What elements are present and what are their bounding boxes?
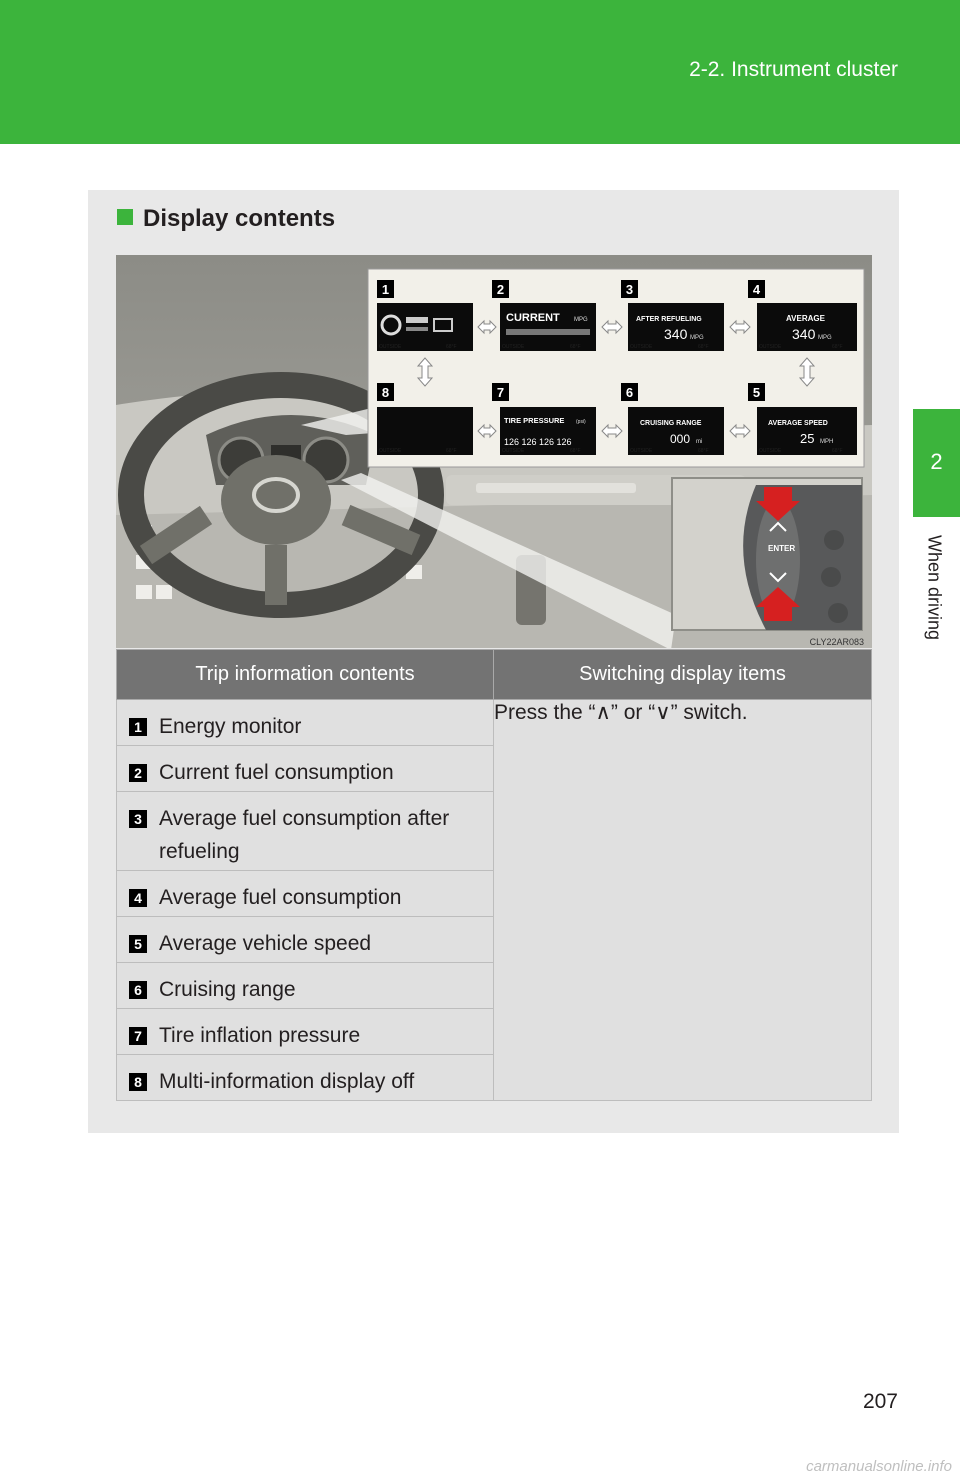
outside-label-6: OUTSIDE [630, 448, 653, 454]
outside-label-5: OUTSIDE [759, 448, 782, 454]
screen-3-title: AFTER REFUELING [636, 316, 702, 323]
header-trip-info: Trip information contents [117, 650, 494, 700]
screen-6-value: 000 [670, 432, 691, 446]
screen-6-unit: mi [696, 439, 703, 445]
heading-square-icon [117, 209, 133, 225]
header-switching: Switching display items [494, 650, 872, 700]
outside-temp-7: 68°F [570, 448, 581, 454]
item-label: Cruising range [159, 978, 296, 1001]
item-number: 3 [129, 810, 147, 828]
item-label: Average vehicle speed [159, 932, 372, 955]
item-cell [117, 792, 494, 871]
outside-temp-1: 68°F [446, 344, 457, 350]
item-number: 8 [129, 1073, 147, 1091]
screen-3-unit: MPG [690, 335, 704, 341]
chapter-tab [913, 409, 960, 517]
screen-7-title: TIRE PRESSURE [504, 416, 565, 425]
item-number: 6 [129, 981, 147, 999]
screen-2-unit: MPG [574, 317, 588, 323]
chapter-title: When driving [924, 535, 945, 641]
screen-5-value: 25 [800, 431, 815, 446]
callout-4-num: 4 [752, 282, 761, 297]
outside-temp-8: 68°F [446, 448, 457, 454]
enter-switch-label: ENTER [768, 544, 796, 553]
item-cell [117, 917, 494, 963]
section-title: 2-2. Instrument cluster [689, 58, 898, 81]
callout-6-num: 6 [625, 385, 634, 400]
outside-label-7: OUTSIDE [502, 448, 525, 454]
screen-5-unit: MPH [820, 439, 834, 445]
screen-4-unit: MPG [818, 335, 832, 341]
page-number: 207 [862, 1390, 898, 1413]
screen-7-unit: (psi) [576, 419, 586, 425]
chapter-number: 2 [930, 449, 943, 474]
outside-temp-4: 68°F [832, 344, 843, 350]
callout-5-num: 5 [752, 385, 761, 400]
screen-6-title: CRUISING RANGE [640, 420, 702, 427]
item-label: Energy monitor [159, 715, 302, 738]
image-code: CLY22AR083 [809, 637, 864, 647]
screen-3-value: 340 [664, 326, 688, 342]
screen-7-values: 126 126 126 126 [504, 437, 572, 447]
outside-temp-2: 68°F [570, 344, 581, 350]
item-number: 7 [129, 1027, 147, 1045]
item-label: Average fuel consumption [159, 886, 402, 909]
item-cell [117, 871, 494, 917]
outside-temp-3: 68°F [698, 344, 709, 350]
outside-label-2: OUTSIDE [502, 344, 525, 350]
item-cell [117, 1055, 494, 1101]
item-number: 1 [129, 718, 147, 736]
item-number: 4 [129, 889, 147, 907]
item-cell [117, 963, 494, 1009]
switching-cell: Press the “∧” or “∨” switch. [494, 700, 872, 1101]
outside-temp-6: 68°F [698, 448, 709, 454]
callout-3-num: 3 [625, 282, 634, 297]
outside-label-1: OUTSIDE [379, 344, 402, 350]
chapter-label [922, 535, 946, 665]
outside-temp-5: 68°F [832, 448, 843, 454]
item-label: Current fuel consumption [159, 761, 394, 784]
section-heading-text: Display contents [143, 205, 336, 232]
dashboard-illustration [116, 255, 872, 648]
item-number: 2 [129, 764, 147, 782]
screen-2-title: CURRENT [506, 312, 560, 324]
item-cell [117, 1009, 494, 1055]
item-label: Tire inflation pressure [159, 1024, 361, 1047]
item-label: Average fuel consumption after refueling [159, 807, 450, 863]
outside-label-3: OUTSIDE [630, 344, 653, 350]
item-cell [117, 700, 494, 746]
outside-label-8: OUTSIDE [379, 448, 402, 454]
callout-1-num: 1 [381, 282, 390, 297]
callout-7-num: 7 [496, 385, 505, 400]
item-number: 5 [129, 935, 147, 953]
section-heading [117, 205, 335, 233]
outside-label-4: OUTSIDE [759, 344, 782, 350]
screen-4-title: AVERAGE [786, 314, 825, 323]
screen-4-value: 340 [792, 326, 816, 342]
callout-8-num: 8 [381, 385, 390, 400]
screen-5-title: AVERAGE SPEED [768, 420, 828, 427]
watermark: carmanualsonline.info [806, 1458, 952, 1475]
callout-2-num: 2 [496, 282, 505, 297]
table-row [117, 700, 872, 746]
trip-info-table [116, 649, 872, 1101]
header-bar [0, 0, 960, 144]
item-cell [117, 746, 494, 792]
item-label: Multi-information display off [159, 1070, 415, 1093]
